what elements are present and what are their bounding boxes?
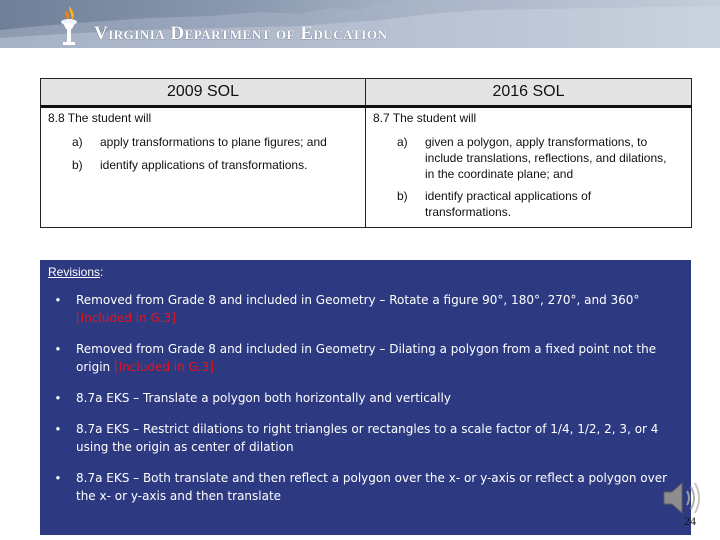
torch-icon	[52, 4, 86, 46]
item-marker: a)	[72, 135, 83, 149]
revision-text	[76, 469, 691, 505]
revisions-panel	[40, 260, 691, 535]
revision-text	[76, 340, 691, 376]
revision-item	[40, 291, 691, 327]
revision-text	[76, 291, 691, 327]
header-2016-sol: 2016 SOL	[366, 79, 692, 107]
list-item	[397, 134, 679, 182]
item-marker: a)	[397, 135, 408, 149]
list-item	[72, 134, 355, 150]
speaker-icon[interactable]	[660, 476, 704, 520]
sol-2016-cell	[366, 107, 692, 228]
item-marker: b)	[72, 158, 83, 172]
revision-body: Removed from Grade 8 and included in Geometry – Dilating a polygon from a fixed point not the origin	[76, 342, 657, 374]
bullet: •	[55, 342, 61, 356]
revision-body: 8.7a EKS – Translate a polygon both horizontally and vertically	[76, 391, 451, 405]
bullet: •	[55, 471, 61, 485]
item-text: given a polygon, apply transformations, to include translations, reflections, and dilations, in the coordinate plane; and	[425, 135, 667, 181]
list-item	[397, 188, 679, 220]
revision-body: 8.7a EKS – Restrict dilations to right triangles or rectangles to a scale factor of 1/4, 1/2, 2, 3, or 4 using the origin as center of dilation	[76, 422, 659, 454]
revisions-heading-colon: :	[100, 265, 104, 279]
revision-body: Removed from Grade 8 and included in Geometry – Rotate a figure 90°, 180°, 270°, and 360°	[76, 293, 640, 307]
revision-note: [Included in G.3]	[113, 360, 214, 374]
header-2009-sol: 2009 SOL	[41, 79, 366, 107]
revision-item	[40, 340, 691, 376]
revision-body: 8.7a EKS – Both translate and then reflect a polygon over the x- or y-axis or reflect a polygon over the x- or y-axis and then translate	[76, 471, 668, 503]
header-banner	[0, 0, 720, 48]
bullet: •	[55, 293, 61, 307]
item-text: identify practical applications of transformations.	[425, 189, 592, 219]
revision-text	[76, 420, 691, 456]
sol-comparison-table	[40, 78, 692, 228]
banner-title: Virginia Department of Education	[94, 23, 388, 44]
bullet: •	[55, 391, 61, 405]
revision-note: [Included in G.3]	[76, 311, 176, 325]
revisions-heading	[48, 265, 103, 279]
sol-2009-cell	[41, 107, 366, 228]
bullet: •	[55, 422, 61, 436]
standard-2009: 8.8 The student will	[48, 111, 152, 125]
item-text: apply transformations to plane figures; and	[100, 135, 327, 149]
revision-item	[40, 389, 691, 407]
revision-item	[40, 469, 691, 505]
item-marker: b)	[397, 189, 408, 203]
page-number: 24	[684, 514, 696, 528]
revision-item	[40, 420, 691, 456]
list-item	[72, 157, 355, 173]
item-text: identify applications of transformations.	[100, 158, 308, 172]
revisions-heading-text: Revisions	[48, 265, 101, 279]
revisions-list	[40, 291, 691, 505]
revision-text	[76, 389, 691, 407]
standard-2016: 8.7 The student will	[373, 111, 477, 125]
